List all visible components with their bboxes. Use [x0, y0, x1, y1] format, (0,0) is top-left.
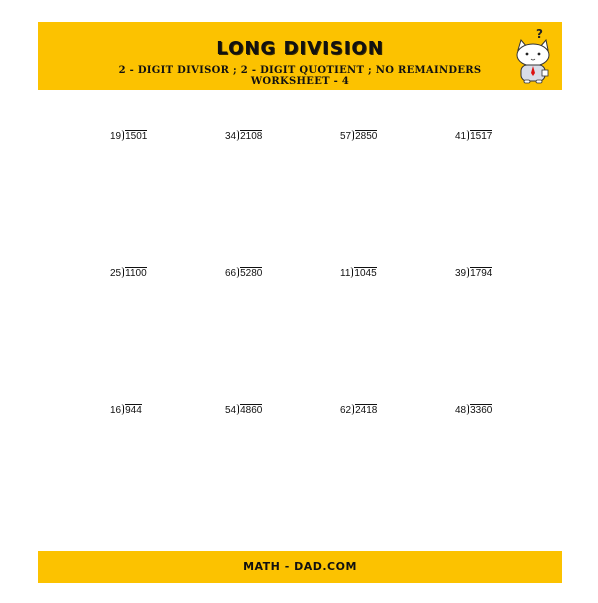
- dividend: 2850: [355, 131, 378, 142]
- divisor: 11: [340, 268, 351, 279]
- dividend: 1501: [125, 131, 148, 142]
- page-subtitle: [38, 65, 562, 87]
- dividend: 4860: [240, 405, 263, 416]
- divisor: 34: [225, 131, 237, 142]
- division-bracket: [121, 404, 124, 415]
- division-problem: [455, 404, 492, 417]
- division-bracket: [121, 267, 124, 278]
- page-title: LONG DIVISION: [216, 38, 384, 59]
- divisor: 66: [225, 268, 237, 279]
- division-problem: [110, 404, 142, 417]
- division-bracket: [121, 130, 124, 141]
- divisor: 62: [340, 405, 352, 416]
- division-problem: [455, 130, 492, 143]
- footer-site-label: MATH - DAD.COM: [243, 560, 357, 573]
- division-bracket: [351, 130, 354, 141]
- subtitle-line-1: 2 - DIGIT DIVISOR ; 2 - DIGIT QUOTIENT ; NO REMAINDERS: [118, 65, 482, 76]
- svg-text:?: ?: [536, 27, 543, 41]
- dividend: 1045: [354, 268, 377, 279]
- dividend: 5280: [240, 268, 263, 279]
- division-bracket: [236, 267, 239, 278]
- division-problem: [225, 130, 262, 143]
- dividend: 1517: [470, 131, 493, 142]
- divisor: 16: [110, 405, 122, 416]
- divisor: 41: [455, 131, 467, 142]
- divisor: 39: [455, 268, 467, 279]
- thinking-cat-icon: [510, 26, 556, 86]
- division-bracket: [466, 130, 469, 141]
- dividend: 3360: [470, 405, 493, 416]
- divisor: 48: [455, 405, 467, 416]
- division-bracket: [236, 130, 239, 141]
- dividend: 1794: [470, 268, 493, 279]
- footer-banner: [38, 551, 562, 583]
- header-banner: [38, 22, 562, 90]
- dividend: 944: [125, 405, 142, 416]
- division-bracket: [466, 404, 469, 415]
- division-problem: [225, 404, 262, 417]
- divisor: 25: [110, 268, 122, 279]
- division-problem: [340, 267, 377, 280]
- division-bracket: [350, 267, 353, 278]
- subtitle-line-2: WORKSHEET - 4: [250, 76, 350, 87]
- division-problem: [340, 130, 377, 143]
- division-problem: [225, 267, 262, 280]
- division-problem: [110, 267, 147, 280]
- dividend: 2418: [355, 405, 378, 416]
- dividend: 1100: [125, 268, 147, 279]
- division-problem: [455, 267, 492, 280]
- division-bracket: [351, 404, 354, 415]
- divisor: 54: [225, 405, 237, 416]
- division-problem: [110, 130, 147, 143]
- divisor: 19: [110, 131, 122, 142]
- division-bracket: [466, 267, 469, 278]
- division-problem: [340, 404, 377, 417]
- division-bracket: [236, 404, 239, 415]
- divisor: 57: [340, 131, 352, 142]
- dividend: 2108: [240, 131, 263, 142]
